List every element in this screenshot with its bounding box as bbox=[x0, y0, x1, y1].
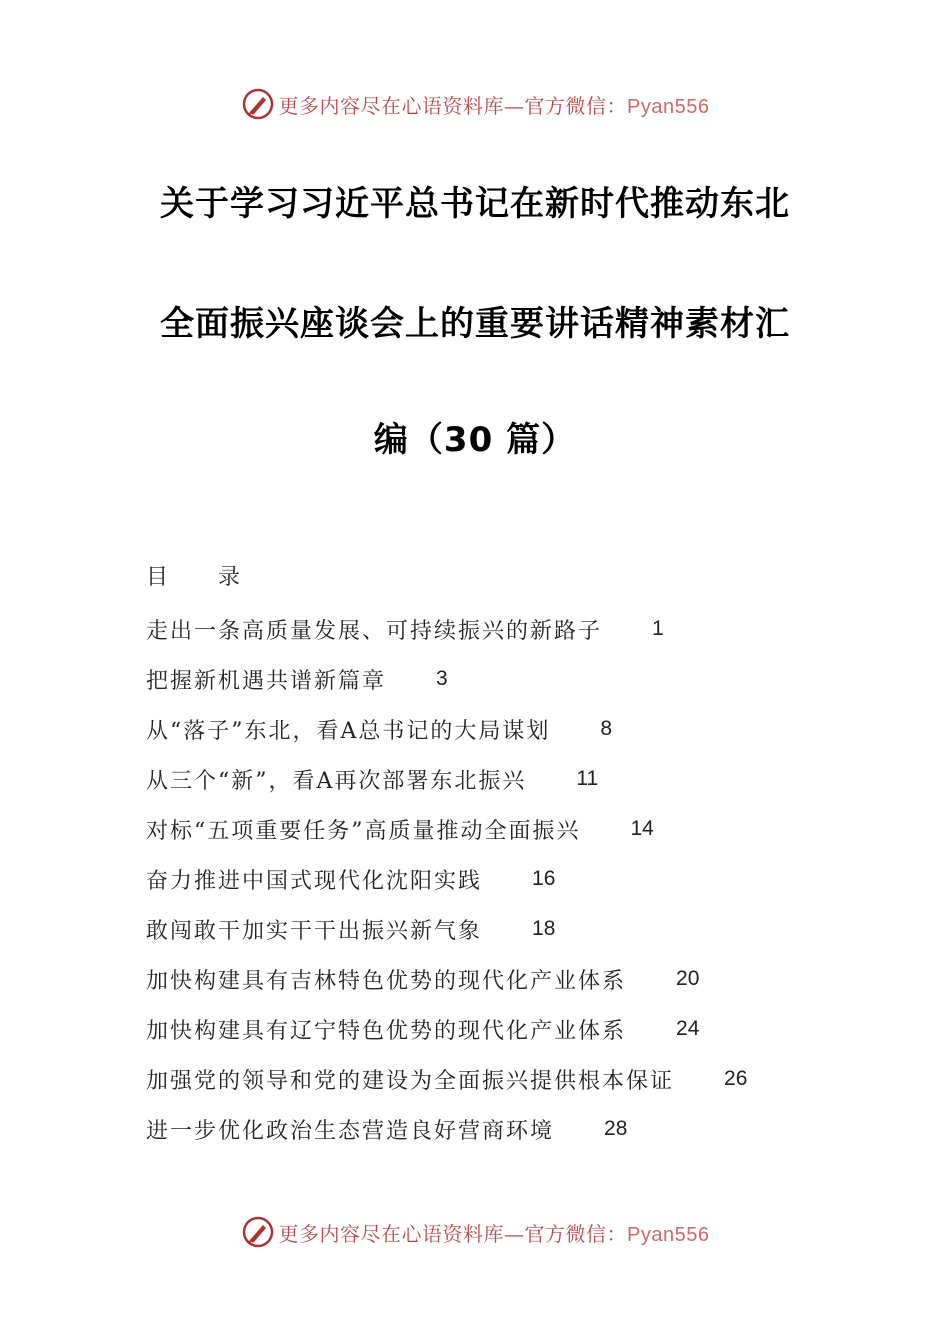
toc-item-title: 进一步优化政治生态营造良好营商环境 bbox=[146, 1118, 555, 1144]
toc-item[interactable] bbox=[146, 1004, 866, 1054]
toc-item-title: 对标“五项重要任务”高质量推动全面振兴 bbox=[146, 818, 581, 844]
watermark-text: 更多内容尽在心语资料库—官方微信：Pyan556 bbox=[278, 93, 710, 118]
toc-item-title: 奋力推进中国式现代化沈阳实践 bbox=[146, 868, 483, 894]
toc-item-title: 加快构建具有吉林特色优势的现代化产业体系 bbox=[146, 968, 627, 994]
title-line-1: 关于学习习近平总书记在新时代推动东北 bbox=[160, 184, 790, 224]
footer-watermark bbox=[0, 1212, 950, 1252]
toc-item-title: 从“落子”东北，看A总书记的大局谋划 bbox=[146, 718, 551, 744]
toc-item-page: 26 bbox=[724, 1067, 748, 1090]
toc-item-page: 11 bbox=[576, 767, 599, 790]
toc-item-title: 从三个“新”，看A再次部署东北振兴 bbox=[146, 768, 527, 794]
toc-item[interactable] bbox=[146, 1104, 866, 1154]
toc-item-title: 把握新机遇共谱新篇章 bbox=[146, 668, 387, 694]
toc-item-title: 走出一条高质量发展、可持续振兴的新路子 bbox=[146, 618, 603, 644]
toc-list bbox=[146, 604, 866, 1154]
toc-item[interactable] bbox=[146, 754, 866, 804]
title-line-2: 全面振兴座谈会上的重要讲话精神素材汇 bbox=[160, 304, 790, 344]
toc-item-title: 加强党的领导和党的建设为全面振兴提供根本保证 bbox=[146, 1068, 675, 1094]
toc-item-page: 18 bbox=[532, 917, 556, 940]
toc-item-page: 14 bbox=[630, 817, 654, 840]
toc-item-page: 20 bbox=[676, 967, 700, 990]
title-line-3: 编（30 篇） bbox=[373, 420, 577, 460]
toc-item-page: 16 bbox=[532, 867, 556, 890]
header-watermark bbox=[0, 84, 950, 124]
pen-logo-icon bbox=[241, 1215, 275, 1249]
toc-item[interactable] bbox=[146, 604, 866, 654]
pen-logo-icon bbox=[241, 87, 275, 121]
toc-item-title: 敢闯敢干加实干干出振兴新气象 bbox=[146, 918, 483, 944]
toc-item-page: 8 bbox=[600, 717, 613, 740]
toc-item[interactable] bbox=[146, 1054, 866, 1104]
toc-item-page: 3 bbox=[436, 667, 448, 690]
toc-item-page: 1 bbox=[652, 617, 664, 640]
toc-item[interactable] bbox=[146, 704, 866, 754]
toc-item[interactable] bbox=[146, 854, 866, 904]
toc-item-title: 加快构建具有辽宁特色优势的现代化产业体系 bbox=[146, 1018, 627, 1044]
toc-heading: 目 录 bbox=[146, 565, 241, 590]
toc-item-page: 24 bbox=[676, 1017, 700, 1040]
toc-item[interactable] bbox=[146, 804, 866, 854]
toc-item[interactable] bbox=[146, 904, 866, 954]
watermark-text: 更多内容尽在心语资料库—官方微信：Pyan556 bbox=[278, 1221, 710, 1246]
toc-item[interactable] bbox=[146, 654, 866, 704]
toc-item-page: 28 bbox=[604, 1117, 628, 1140]
toc-item[interactable] bbox=[146, 954, 866, 1004]
